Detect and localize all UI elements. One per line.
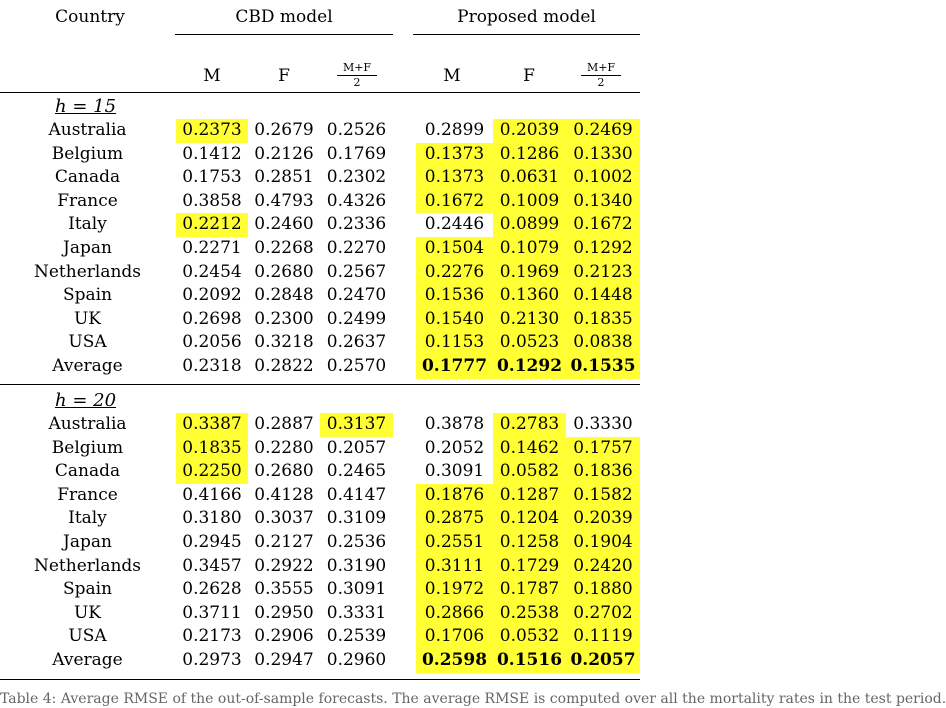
value-cell: 0.1757 (566, 437, 640, 461)
value-cell: 0.2336 (326, 214, 387, 235)
value-cell: 0.2271 (182, 238, 242, 258)
value-cell: 0.2698 (182, 308, 242, 329)
value-cell: 0.2057 (326, 437, 387, 458)
value-cell: 0.1258 (493, 531, 566, 555)
country-cell: Spain (62, 285, 113, 306)
value-cell: 0.1777 (416, 355, 493, 379)
value-cell: 0.2446 (424, 214, 485, 235)
value-cell: 0.2851 (254, 167, 314, 188)
value-cell: 0.2123 (566, 261, 640, 285)
value-cell: 0.0532 (493, 625, 566, 649)
frac-numerator: M+F (581, 62, 621, 76)
country-cell: USA (68, 332, 107, 353)
value-cell: 0.2538 (493, 602, 566, 626)
value-cell: 0.2570 (326, 356, 387, 376)
value-cell: 0.1835 (176, 437, 248, 461)
table-row (0, 484, 640, 508)
value-cell: 0.2973 (182, 650, 242, 670)
value-cell: 0.1535 (566, 355, 640, 379)
country-cell: UK (73, 602, 102, 623)
frac-numerator: M+F (337, 62, 377, 76)
value-cell: 0.2960 (326, 650, 387, 670)
value-cell: 0.1373 (416, 143, 493, 167)
value-cell: 0.1009 (493, 190, 566, 214)
value-cell: 0.0631 (493, 166, 566, 190)
value-cell: 0.2899 (424, 120, 485, 140)
country-cell: France (57, 190, 118, 211)
country-cell: Netherlands (33, 261, 142, 282)
bottom-rule (0, 679, 640, 680)
value-cell: 0.1412 (182, 143, 242, 164)
value-cell: 0.2598 (416, 649, 493, 673)
value-cell: 0.1516 (493, 649, 566, 673)
value-cell: 0.2460 (254, 214, 314, 235)
table-row (0, 531, 640, 555)
section-label-h20: h = 20 (55, 390, 117, 411)
table-row (0, 213, 640, 237)
value-cell: 0.2039 (493, 119, 566, 143)
value-cell: 0.2679 (254, 120, 314, 140)
value-cell: 0.1287 (493, 484, 566, 508)
value-cell: 0.2551 (416, 531, 493, 555)
value-cell: 0.0582 (493, 460, 566, 484)
value-cell: 0.3037 (254, 508, 314, 529)
value-cell: 0.2373 (176, 119, 248, 143)
col-header-cbd-f: F (278, 66, 290, 86)
table-row (0, 437, 640, 461)
value-cell: 0.1876 (416, 484, 493, 508)
value-cell: 0.1330 (566, 143, 640, 167)
table-row (0, 308, 640, 332)
value-cell: 0.2300 (254, 308, 314, 329)
value-cell: 0.2567 (326, 261, 387, 282)
value-cell: 0.3180 (182, 508, 242, 529)
value-cell: 0.1204 (493, 507, 566, 531)
value-cell: 0.0899 (493, 213, 566, 237)
country-cell: Italy (68, 508, 107, 529)
header-proposed-model: Proposed model (457, 7, 596, 27)
value-cell: 0.2126 (254, 143, 314, 164)
value-cell: 0.1292 (566, 237, 640, 261)
value-cell: 0.0523 (493, 331, 566, 355)
value-cell: 0.2454 (182, 261, 242, 282)
col-header-cbd-m: M (203, 66, 221, 86)
value-cell: 0.1286 (493, 143, 566, 167)
value-cell: 0.2628 (182, 579, 242, 600)
value-cell: 0.2950 (254, 602, 314, 623)
value-cell: 0.2947 (254, 650, 314, 670)
value-cell: 0.4147 (326, 484, 387, 505)
value-cell: 0.1340 (566, 190, 640, 214)
value-cell: 0.1769 (326, 143, 387, 164)
table-row (0, 355, 640, 379)
value-cell: 0.2470 (326, 285, 387, 306)
value-cell: 0.1835 (566, 308, 640, 332)
table-row (0, 649, 640, 673)
value-cell: 0.1972 (416, 578, 493, 602)
table-row (0, 555, 640, 579)
value-cell: 0.2875 (416, 507, 493, 531)
header-cbd-model: CBD model (235, 7, 333, 27)
col-header-prop-m: M (443, 66, 461, 86)
header-rule (0, 92, 640, 93)
country-cell: Australia (48, 414, 127, 434)
value-cell: 0.3091 (326, 579, 387, 600)
value-cell: 0.2680 (254, 261, 314, 282)
value-cell: 0.3137 (320, 413, 393, 437)
value-cell: 0.2039 (566, 507, 640, 531)
table-row (0, 237, 640, 261)
value-cell: 0.2127 (254, 532, 314, 552)
value-cell: 0.2536 (326, 532, 387, 552)
value-cell: 0.4326 (326, 190, 387, 211)
value-cell: 0.2866 (416, 602, 493, 626)
value-cell: 0.2420 (566, 555, 640, 579)
value-cell: 0.2052 (424, 437, 485, 458)
value-cell: 0.1729 (493, 555, 566, 579)
country-cell: Netherlands (33, 555, 142, 576)
table-row (0, 143, 640, 167)
country-cell: France (57, 484, 118, 505)
table-row (0, 284, 640, 308)
col-header-prop-f: F (523, 66, 535, 86)
value-cell: 0.2270 (326, 238, 387, 258)
value-cell: 0.1448 (566, 284, 640, 308)
value-cell: 0.2906 (254, 626, 314, 647)
value-cell: 0.1002 (566, 166, 640, 190)
value-cell: 0.1969 (493, 261, 566, 285)
country-cell: Japan (63, 238, 112, 258)
value-cell: 0.3330 (573, 414, 633, 434)
value-cell: 0.1153 (416, 331, 493, 355)
section-divider (0, 384, 640, 385)
section-label-h15: h = 15 (55, 96, 117, 117)
value-cell: 0.1904 (566, 531, 640, 555)
header-country: Country (55, 7, 125, 27)
value-cell: 0.2173 (182, 626, 242, 647)
value-cell: 0.2702 (566, 602, 640, 626)
value-cell: 0.2268 (254, 238, 314, 258)
value-cell: 0.3331 (326, 602, 387, 623)
frac-denominator: 2 (597, 76, 605, 89)
value-cell: 0.1462 (493, 437, 566, 461)
country-cell: UK (73, 308, 102, 329)
value-cell: 0.3190 (326, 555, 387, 576)
value-cell: 0.2212 (176, 213, 248, 237)
country-cell: Average (52, 650, 123, 670)
value-cell: 0.2848 (254, 285, 314, 306)
value-cell: 0.2056 (182, 332, 242, 353)
value-cell: 0.3711 (182, 602, 242, 623)
value-cell: 0.3387 (176, 413, 248, 437)
table-row (0, 602, 640, 626)
value-cell: 0.2822 (254, 356, 314, 376)
proposed-underline (413, 34, 640, 35)
country-cell: Canada (54, 167, 121, 188)
country-cell: Japan (63, 532, 112, 552)
col-header-prop-avg (581, 62, 621, 89)
value-cell: 0.2887 (254, 414, 314, 434)
value-cell: 0.2945 (182, 532, 242, 552)
table-row (0, 460, 640, 484)
value-cell: 0.2250 (176, 460, 248, 484)
value-cell: 0.3111 (416, 555, 493, 579)
value-cell: 0.2922 (254, 555, 314, 576)
value-cell: 0.2637 (326, 332, 387, 353)
value-cell: 0.1292 (493, 355, 566, 379)
country-cell: Belgium (51, 437, 124, 458)
cbd-underline (175, 34, 393, 35)
table-row (0, 507, 640, 531)
value-cell: 0.2318 (182, 356, 242, 376)
country-cell: Italy (68, 214, 107, 235)
value-cell: 0.2539 (326, 626, 387, 647)
value-cell: 0.0838 (566, 331, 640, 355)
value-cell: 0.4128 (254, 484, 314, 505)
value-cell: 0.3858 (182, 190, 242, 211)
value-cell: 0.3109 (326, 508, 387, 529)
table-row (0, 625, 640, 649)
value-cell: 0.2280 (254, 437, 314, 458)
value-cell: 0.3555 (254, 579, 314, 600)
table-row (0, 190, 640, 214)
value-cell: 0.3218 (254, 332, 314, 353)
table-row (0, 331, 640, 355)
value-cell: 0.3878 (424, 414, 485, 434)
value-cell: 0.1119 (566, 625, 640, 649)
table-row (0, 119, 640, 143)
country-cell: Average (52, 356, 123, 376)
value-cell: 0.2680 (254, 461, 314, 482)
value-cell: 0.1504 (416, 237, 493, 261)
country-cell: Australia (48, 120, 127, 140)
value-cell: 0.2276 (416, 261, 493, 285)
value-cell: 0.1753 (182, 167, 242, 188)
value-cell: 0.2465 (326, 461, 387, 482)
value-cell: 0.2092 (182, 285, 242, 306)
value-cell: 0.1836 (566, 460, 640, 484)
country-cell: Canada (54, 461, 121, 482)
value-cell: 0.2469 (566, 119, 640, 143)
value-cell: 0.3457 (182, 555, 242, 576)
value-cell: 0.1880 (566, 578, 640, 602)
value-cell: 0.4166 (182, 484, 242, 505)
value-cell: 0.3091 (424, 461, 485, 482)
value-cell: 0.1672 (416, 190, 493, 214)
value-cell: 0.1536 (416, 284, 493, 308)
value-cell: 0.1079 (493, 237, 566, 261)
value-cell: 0.2302 (326, 167, 387, 188)
country-cell: USA (68, 626, 107, 647)
value-cell: 0.4793 (254, 190, 314, 211)
value-cell: 0.1706 (416, 625, 493, 649)
value-cell: 0.1540 (416, 308, 493, 332)
value-cell: 0.2499 (326, 308, 387, 329)
caption: Table 4: Average RMSE of the out-of-sample forecasts. The average RMSE is computed over all the mortality rates in the test period. (0, 691, 946, 707)
value-cell: 0.1373 (416, 166, 493, 190)
value-cell: 0.2526 (326, 120, 387, 140)
table-row (0, 578, 640, 602)
value-cell: 0.1360 (493, 284, 566, 308)
table-row (0, 413, 640, 437)
table-row (0, 261, 640, 285)
value-cell: 0.1582 (566, 484, 640, 508)
table-row (0, 166, 640, 190)
value-cell: 0.1787 (493, 578, 566, 602)
frac-denominator: 2 (353, 76, 361, 89)
value-cell: 0.1672 (566, 213, 640, 237)
country-cell: Belgium (51, 143, 124, 164)
value-cell: 0.2783 (493, 413, 566, 437)
value-cell: 0.2057 (566, 649, 640, 673)
value-cell: 0.2130 (493, 308, 566, 332)
country-cell: Spain (62, 579, 113, 600)
col-header-cbd-avg (337, 62, 377, 89)
